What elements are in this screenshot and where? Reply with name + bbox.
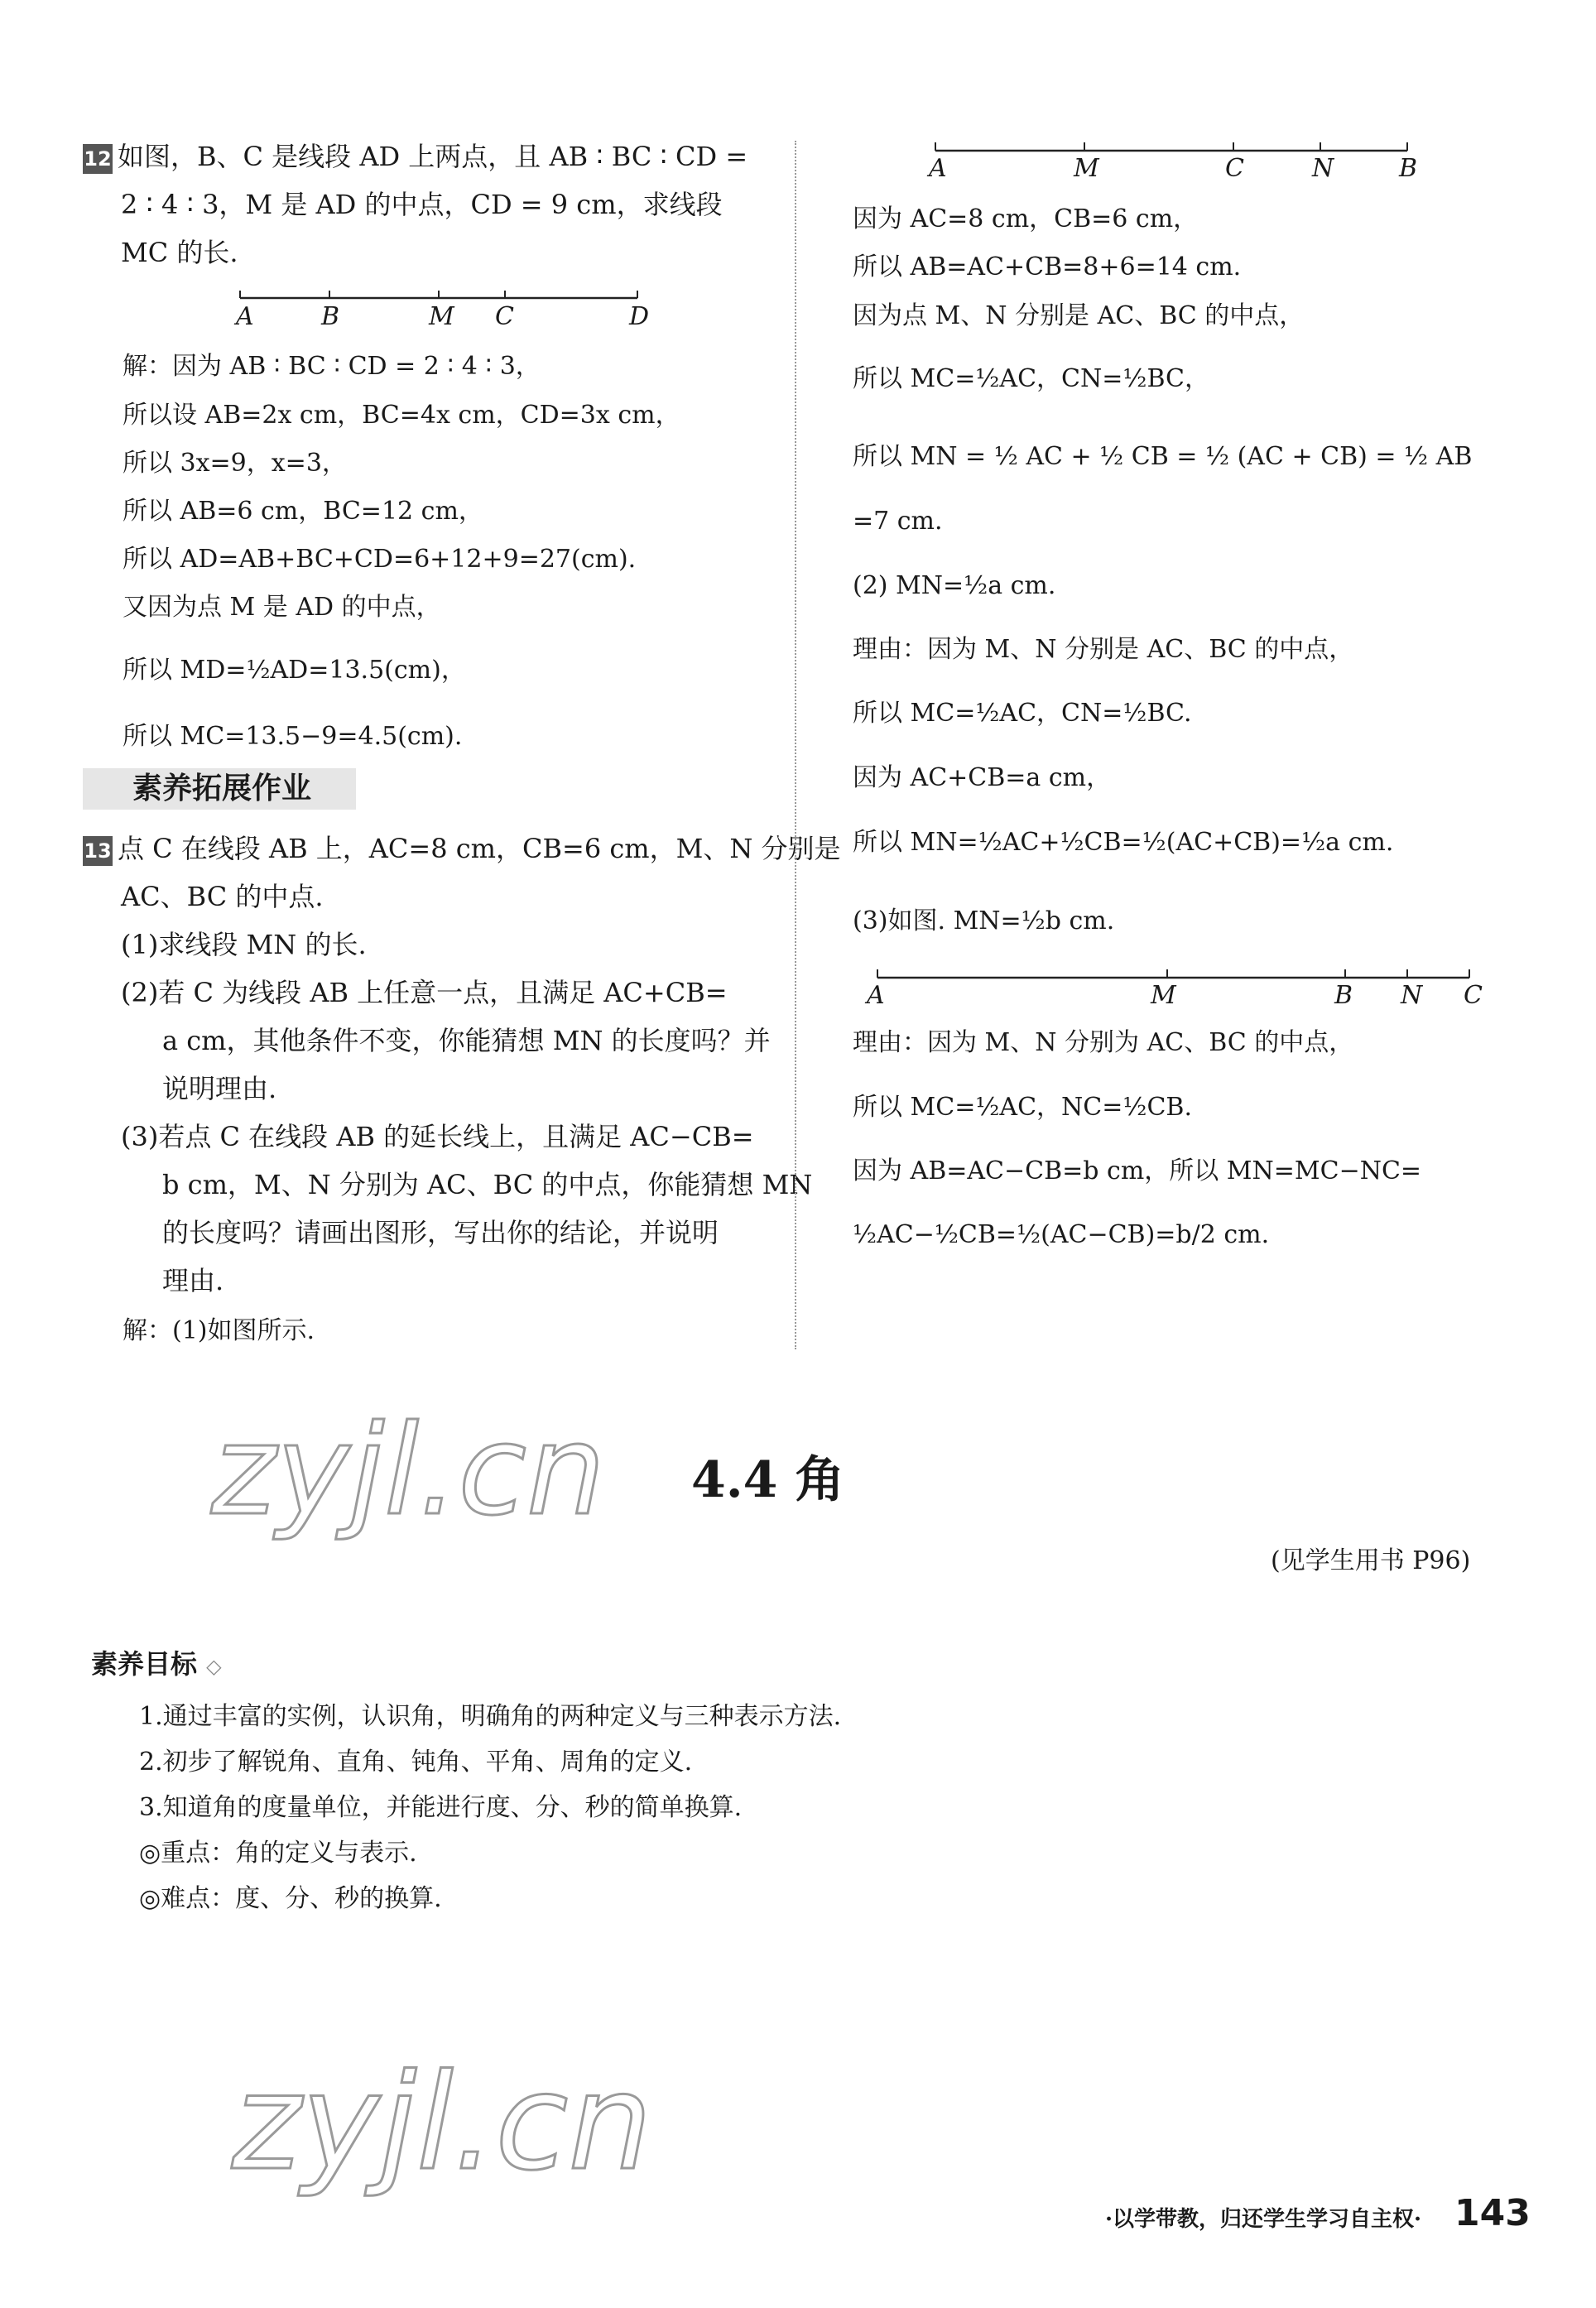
fig2-point-label: C [1464,981,1483,1010]
q12-line-1: 如图，B、C 是线段 AD 上两点，且 AB ∶ BC ∶ CD = [118,141,748,172]
goal-item: 3.知道角的度量单位，并能进行度、分、秒的简单换算. [139,1793,743,1822]
q13-line: AC、BC 的中点. [121,881,324,912]
q13-line: 说明理由. [162,1073,277,1104]
q12-solution-line: 所以设 AB=2x cm，BC=4x cm，CD=3x cm， [123,401,680,430]
fig2-point-label: A [867,981,885,1010]
q12-point-label: M [429,302,454,331]
right-solution-line: 所以 MN=½AC+½CB=½(AC+CB)=½a cm. [853,828,1394,857]
right-solution-line: ½AC−½CB=½(AC−CB)=b/2 cm. [853,1220,1270,1249]
section-banner: 素养拓展作业 [83,768,356,810]
question-12 [83,132,748,276]
q13-line: (2)若 C 为线段 AB 上任意一点，且满足 AC+CB= [121,977,728,1008]
question-number-badge: 12 [83,144,113,174]
goal-item: ◎重点：角的定义与表示. [139,1839,417,1868]
fig1-point-label: N [1312,154,1334,183]
q13-line: 的长度吗？请画出图形，写出你的结论，并说明 [162,1217,719,1248]
right-solution-line: =7 cm. [853,507,943,536]
q13-line: b cm，M、N 分别为 AC、BC 的中点，你能猜想 MN [162,1169,813,1200]
fig1-point-label: C [1225,154,1244,183]
q12-solution-line: 所以 MC=13.5−9=4.5(cm). [123,722,463,751]
q13-figure-1 [927,139,1424,164]
q13-line: a cm，其他条件不变，你能猜想 MN 的长度吗？并 [162,1025,771,1056]
q13-line: 理由. [162,1265,224,1296]
chapter-title: 4.4 角 [691,1451,845,1509]
q13-line: (3)若点 C 在线段 AB 的延长线上，且满足 AC−CB= [121,1121,754,1152]
question-13 [83,825,841,1305]
right-solution-line: (3)如图. MN=½b cm. [853,906,1115,935]
fig1-point-label: M [1074,154,1099,183]
q12-solution-line: 解：因为 AB ∶ BC ∶ CD = 2 ∶ 4 ∶ 3， [123,352,541,381]
fig2-point-label: B [1334,981,1353,1010]
goals-title: 素养目标 ◇ [91,1648,222,1680]
question-number-badge: 13 [83,836,113,866]
right-solution-line: 理由：因为 M、N 分别为 AC、BC 的中点， [853,1028,1354,1057]
right-solution-line: 因为 AC+CB=a cm， [853,763,1112,792]
fig1-point-label: B [1399,154,1418,183]
q12-solution-line: 所以 AD=AB+BC+CD=6+12+9=27(cm). [123,545,637,574]
watermark: zyjl.cn [232,2045,652,2200]
right-solution-line: 因为 AC=8 cm，CB=6 cm， [853,204,1199,233]
right-solution-line: 所以 MC=½AC，NC=½CB. [853,1093,1192,1122]
goal-item: ◎难点：度、分、秒的换算. [139,1884,442,1913]
right-solution-line: 所以 MN = ½ AC + ½ CB = ½ (AC + CB) = ½ AB [853,442,1473,471]
q12-solution-line: 又因为点 M 是 AD 的中点， [123,593,441,622]
q12-point-label: A [236,302,254,331]
q13-solution-start: 解：(1)如图所示. [123,1316,315,1345]
right-solution-line: (2) MN=½a cm. [853,571,1056,600]
q12-point-label: B [321,302,340,331]
fig2-point-label: M [1151,981,1176,1010]
q12-line-2: 2 ∶ 4 ∶ 3，M 是 AD 的中点，CD = 9 cm，求线段 [121,189,723,220]
fig2-point-label: N [1401,981,1423,1010]
fig1-point-label: A [929,154,947,183]
right-solution-line: 所以 AB=AC+CB=8+6=14 cm. [853,252,1242,281]
right-solution-line: 所以 MC=½AC，CN=½BC， [853,364,1210,393]
q13-line: (1)求线段 MN 的长. [121,929,367,960]
column-divider [795,141,796,1349]
reference-note: (见学生用书 P96) [1271,1546,1471,1575]
diamond-icon: ◇ [206,1655,222,1678]
q12-point-label: C [495,302,514,331]
page-number: 143 [1454,2192,1531,2234]
right-solution-line: 因为点 M、N 分别是 AC、BC 的中点， [853,301,1305,330]
q12-point-label: D [629,302,650,331]
watermark: zyjl.cn [211,1399,606,1543]
footer-motto: ·以学带教，归还学生学习自主权· [1105,2207,1422,2232]
goal-item: 1.通过丰富的实例，认识角，明确角的两种定义与三种表示方法. [139,1702,842,1731]
q12-solution-line: 所以 3x=9，x=3， [123,449,347,478]
right-solution-line: 所以 MC=½AC，CN=½BC. [853,699,1192,728]
q12-line-3: MC 的长. [121,237,238,268]
right-solution-line: 因为 AB=AC−CB=b cm，所以 MN=MC−NC= [853,1156,1422,1185]
right-solution-line: 理由：因为 M、N 分别是 AC、BC 的中点， [853,635,1354,664]
goal-item: 2.初步了解锐角、直角、钝角、平角、周角的定义. [139,1748,693,1777]
q12-solution-line: 所以 AB=6 cm，BC=12 cm， [123,497,483,526]
q13-line: 点 C 在线段 AB 上，AC=8 cm，CB=6 cm，M、N 分别是 [118,833,841,864]
q12-solution-line: 所以 MD=½AD=13.5(cm)， [123,656,466,685]
